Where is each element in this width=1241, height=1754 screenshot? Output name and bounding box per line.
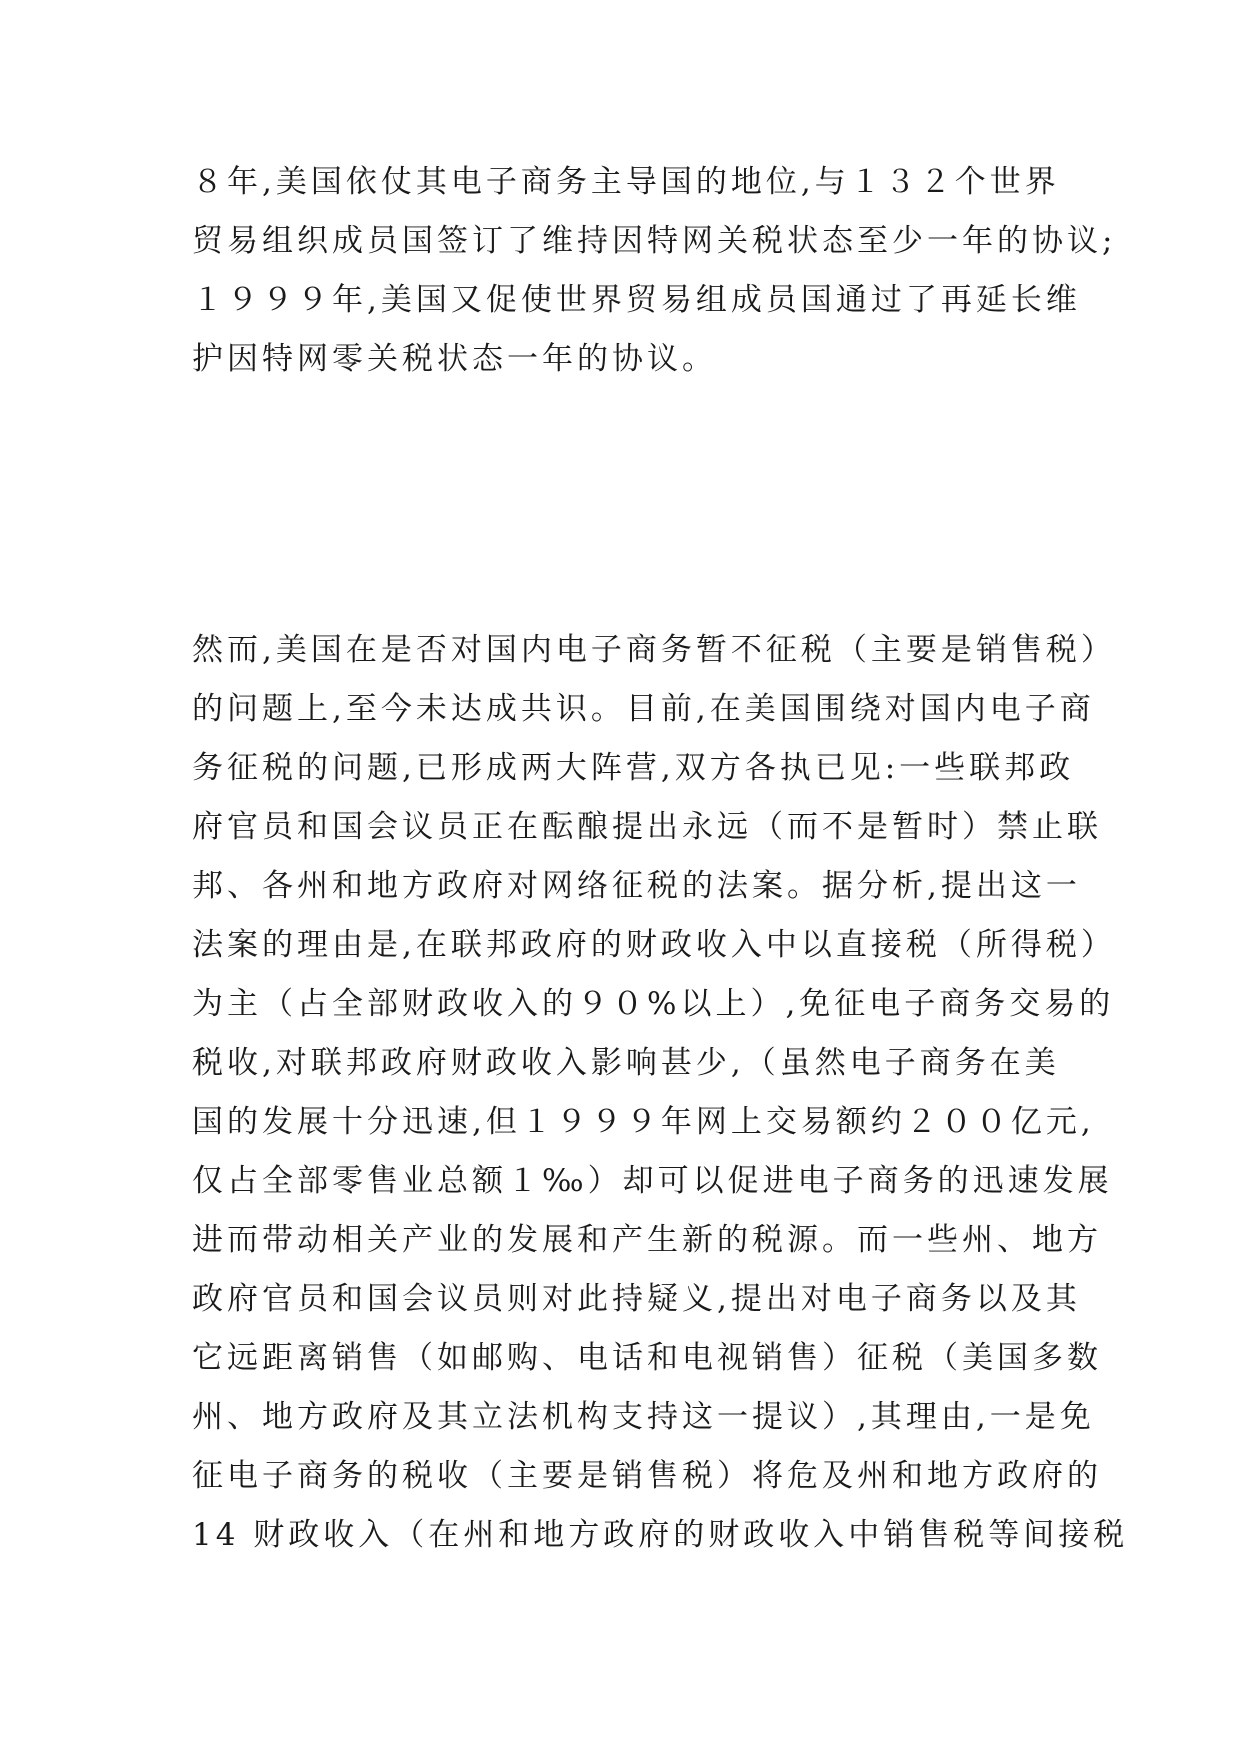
text-line: 政府官员和国会议员则对此持疑义,提出对电子商务以及其 xyxy=(192,1281,1081,1317)
text-line: ８年,美国依仗其电子商务主导国的地位,与１３２个世界 xyxy=(192,164,1060,200)
text-line: 府官员和国会议员正在酝酿提出永远（而不是暂时）禁止联 xyxy=(192,809,1102,845)
text-line: 它远距离销售（如邮购、电话和电视销售）征税（美国多数 xyxy=(192,1340,1102,1376)
text-line: 护因特网零关税状态一年的协议。 xyxy=(192,341,717,377)
text-line: 征电子商务的税收（主要是销售税）将危及州和地方政府的 xyxy=(192,1458,1102,1494)
text-line: 法案的理由是,在联邦政府的财政收入中以直接税（所得税） xyxy=(192,927,1116,963)
text-line: 州、地方政府及其立法机构支持这一提议）,其理由,一是免 xyxy=(192,1399,1095,1435)
text-line: 税收,对联邦政府财政收入影响甚少,（虽然电子商务在美 xyxy=(192,1045,1060,1081)
text-line: 仅占全部零售业总额１‰）却可以促进电子商务的迅速发展 xyxy=(192,1163,1113,1199)
text-line: 14 财政收入（在州和地方政府的财政收入中销售税等间接税 xyxy=(192,1517,1129,1553)
text-line: 贸易组织成员国签订了维持因特网关税状态至少一年的协议; xyxy=(192,223,1117,259)
text-line: 然而,美国在是否对国内电子商务暂不征税（主要是销售税） xyxy=(192,632,1116,668)
text-line: 为主（占全部财政收入的９０%以上）,免征电子商务交易的 xyxy=(192,986,1115,1022)
text-line: 的问题上,至今未达成共识。目前,在美国围绕对国内电子商 xyxy=(192,691,1095,727)
text-line: １９９９年,美国又促使世界贸易组成员国通过了再延长维 xyxy=(192,282,1081,318)
text-line: 国的发展十分迅速,但１９９９年网上交易额约２００亿元, xyxy=(192,1104,1095,1140)
text-line: 进而带动相关产业的发展和产生新的税源。而一些州、地方 xyxy=(192,1222,1102,1258)
text-line: 邦、各州和地方政府对网络征税的法案。据分析,提出这一 xyxy=(192,868,1081,904)
text-line: 务征税的问题,已形成两大阵营,双方各执已见:一些联邦政 xyxy=(192,750,1075,786)
